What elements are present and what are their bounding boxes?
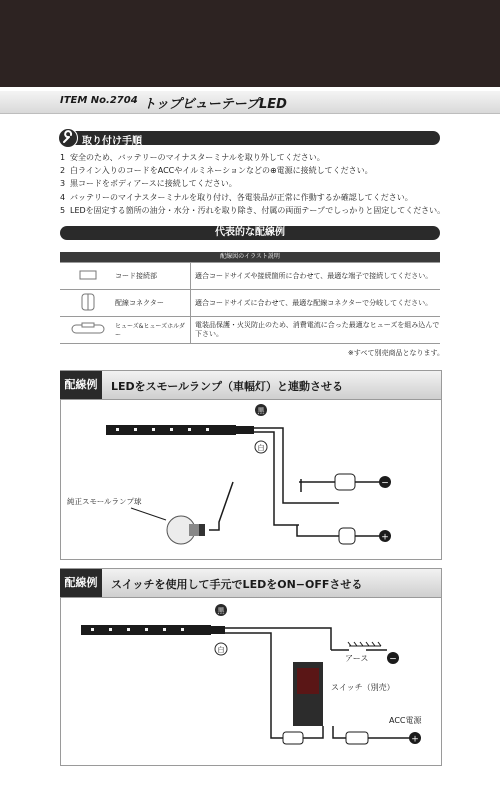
led-lead: [209, 626, 225, 634]
minus-sign: −: [381, 478, 389, 489]
plus-sign: +: [411, 734, 419, 745]
legend-name: 配線コネクター: [115, 290, 191, 317]
legend-desc: 適合コードサイズに合わせて、最適な配線コネクターで分岐してください。: [191, 290, 441, 317]
product-title-bar: [0, 91, 500, 114]
switch-label: スイッチ（別売）: [331, 683, 395, 692]
sold-separately-note: ※すべて別売商品となります。: [347, 349, 444, 357]
wiring-examples-heading: 代表的な配線例: [60, 226, 440, 240]
example-tag: 配線例: [60, 569, 102, 597]
black-label: 黒: [217, 607, 225, 615]
legend-desc: 適合コードサイズや接続箇所に合わせて、最適な端子で接続してください。: [191, 263, 441, 290]
illustration-legend-header: 配線図のイラスト説明: [60, 252, 440, 262]
fuse-holder: [346, 732, 368, 744]
plus-sign: +: [381, 532, 389, 543]
fuse-holder: [339, 528, 355, 544]
table-row: [60, 317, 440, 344]
item-name: トップビューテープLED: [143, 97, 287, 112]
fuse-holder: [335, 474, 355, 490]
step-item: 1 安全のため、バッテリーのマイナスターミナルを取り外してください。: [60, 153, 325, 162]
fuse-holder-icon: [70, 322, 106, 336]
table-row: [60, 290, 440, 317]
legend-desc: 電装品保護・火災防止のため、消費電流に合った最適なヒューズを組み込んで下さい。: [191, 317, 441, 344]
black-label: 黒: [257, 407, 265, 415]
legend-name: ヒューズ&ヒューズホルダー: [115, 317, 191, 344]
minus-sign: −: [389, 654, 397, 665]
bulb-label: 純正スモールランプ球: [67, 497, 142, 506]
wrench-icon: [58, 128, 78, 148]
table-row: [60, 263, 440, 290]
step-item: 2 白ライン入りのコードをACCやイルミネーションなどの⊕電源に接続してください。: [60, 166, 373, 176]
wiring-diagram-1: [61, 400, 441, 558]
install-steps-list: [60, 151, 460, 217]
acc-label: ACC電源: [389, 716, 422, 725]
header-band: [0, 0, 500, 87]
led-lead: [236, 426, 254, 434]
example-tag: 配線例: [60, 371, 102, 399]
white-label: 白: [257, 444, 265, 452]
earth-symbol: [348, 642, 381, 646]
switch-rocker: [297, 668, 319, 694]
wiring-example-1: [60, 370, 442, 560]
item-number: ITEM No.2704: [60, 95, 138, 106]
connector-icon: [78, 292, 98, 312]
install-steps-title: 取り付け手順: [82, 136, 142, 147]
example-title: LEDをスモールランプ（車幅灯）と連動させる: [111, 380, 343, 393]
white-label: 白: [217, 646, 225, 654]
wiring-example-2: [60, 568, 442, 766]
earth-label: アース: [345, 654, 369, 663]
wiring-diagram-2: [61, 598, 441, 764]
step-item: 4 バッテリーのマイナスターミナルを取り付け、各電装品が正常に作動するか確認してください。: [60, 192, 413, 202]
install-steps-heading: [60, 131, 440, 145]
step-item: 5 LEDを固定する箇所の油分・水分・汚れを取り除き、付属の両面テープでしっかりと固定してください。: [60, 205, 446, 215]
example-title: スイッチを使用して手元でLEDをON−OFFさせる: [111, 578, 363, 591]
cord-joint-icon: [78, 269, 98, 281]
fuse-holder: [283, 732, 303, 744]
step-item: 3 黒コードをボディアースに接続してください。: [60, 179, 237, 189]
legend-name: コード接続部: [115, 263, 191, 290]
illustration-legend-table: [60, 262, 440, 344]
